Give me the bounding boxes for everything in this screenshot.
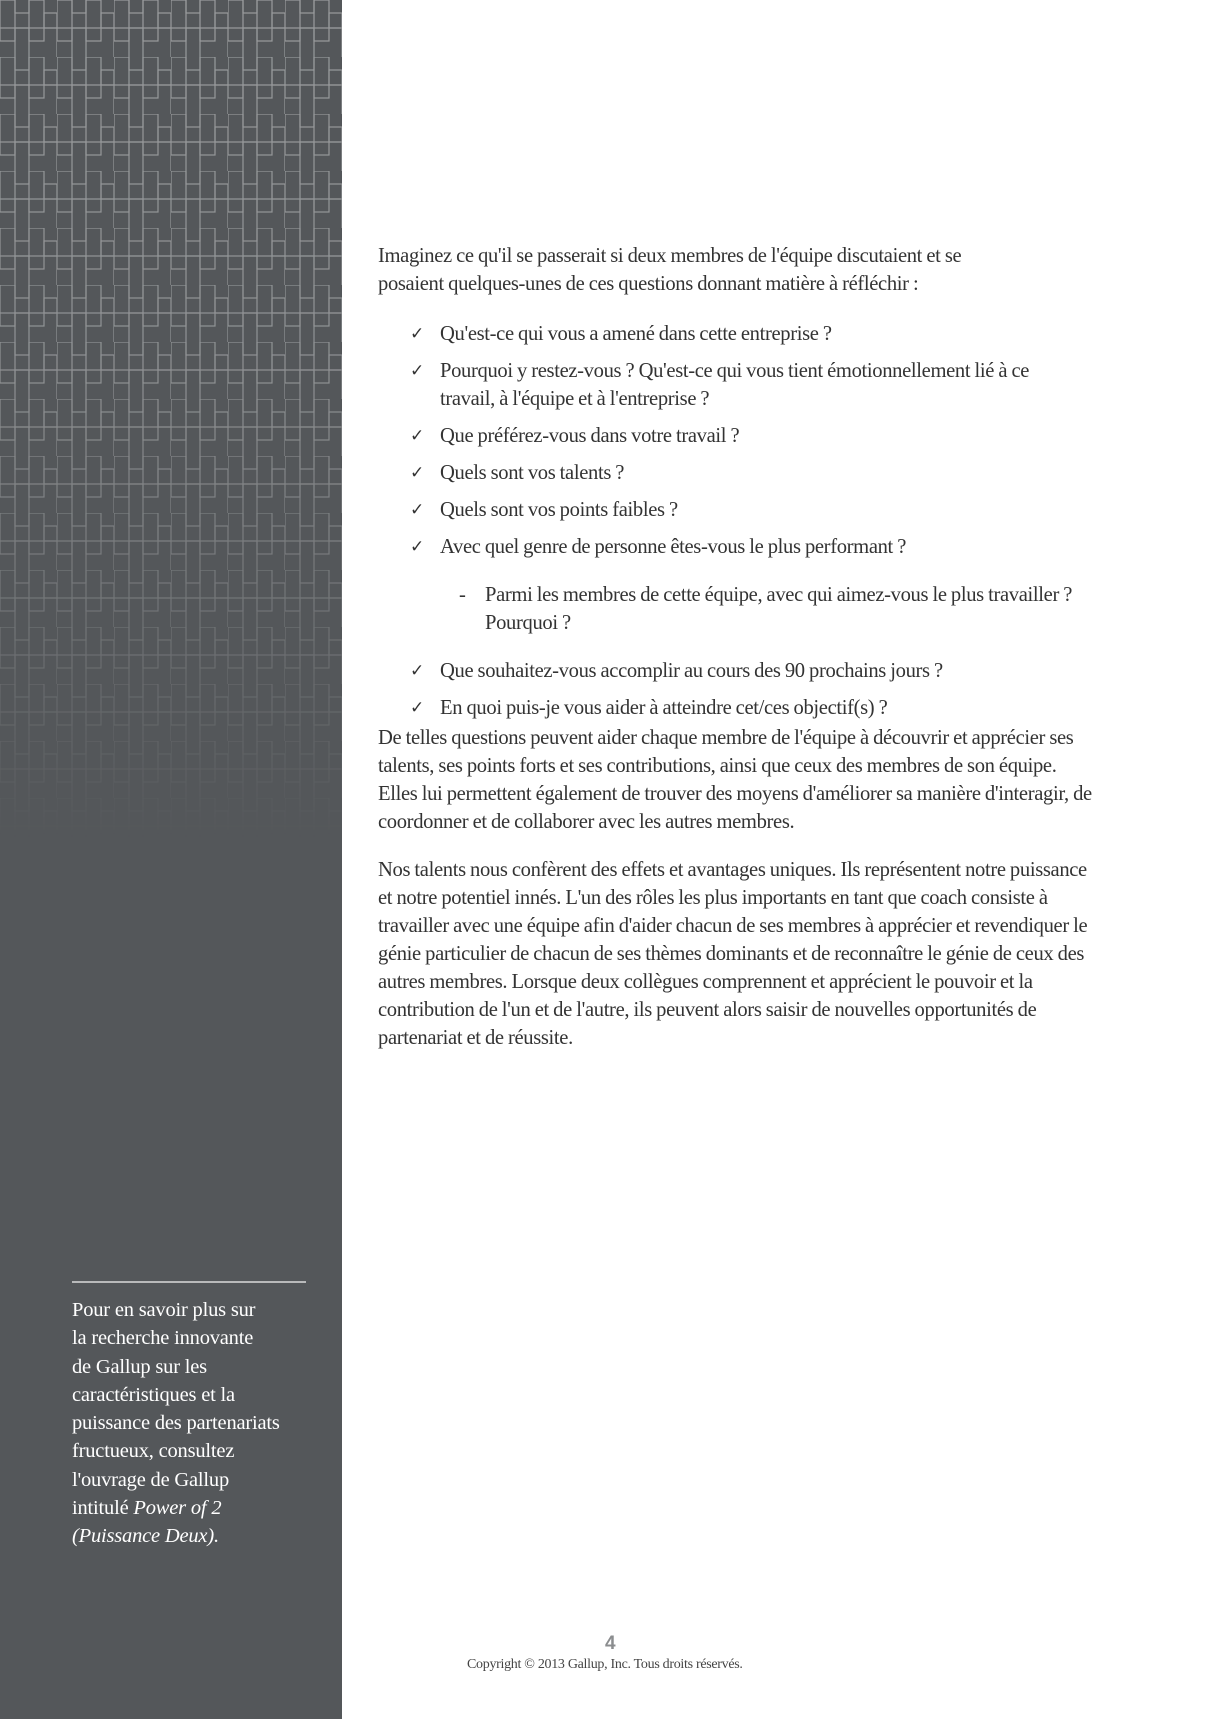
dash-bullet: - [459, 584, 466, 606]
callout-line: puissance des partenariats [72, 1412, 280, 1435]
callout-line: caractéristiques et la [72, 1383, 235, 1406]
question-text: Avec quel genre de personne êtes-vous le plus performant ? [440, 536, 907, 558]
question-text: Quels sont vos points faibles ? [440, 499, 678, 521]
page-number: 4 [605, 1633, 616, 1654]
check-icon: ✓ [410, 426, 424, 446]
callout-line [72, 1522, 322, 1550]
callout-line: la recherche innovante [72, 1327, 254, 1350]
callout-line: de Gallup sur les [72, 1355, 207, 1378]
checklist-item [378, 533, 1060, 561]
book-title-translation: (Puissance Deux). [72, 1525, 219, 1548]
checklist-item [378, 657, 1060, 685]
check-icon: ✓ [410, 661, 424, 681]
checklist-item [378, 357, 1060, 413]
question-text: Que souhaitez-vous accomplir au cours des 90 prochains jours ? [440, 660, 943, 682]
question-text: Qu'est-ce qui vous a amené dans cette entreprise ? [440, 323, 832, 345]
question-text: Pourquoi y restez-vous ? Qu'est-ce qui vous tient émotionnellement lié à ce travail, à l'équipe et à l'entreprise ? [440, 360, 1030, 410]
book-title: Power of 2 [133, 1497, 222, 1520]
check-icon: ✓ [410, 361, 424, 381]
callout-line [72, 1494, 322, 1522]
question-text: En quoi puis-je vous aider à atteindre cet/ces objectif(s) ? [440, 697, 888, 719]
intro-line: posaient quelques-unes de ces questions donnant matière à réfléchir : [378, 273, 919, 295]
question-checklist [378, 320, 1098, 722]
geometric-pattern [0, 0, 342, 840]
question-text: Quels sont vos talents ? [440, 462, 625, 484]
body-paragraph: De telles questions peuvent aider chaque membre de l'équipe à découvrir et apprécier ses talents, ses points forts et ses contributions, ainsi que ceux des membres de son équipe. Elles lui permettent également de trouver des moyens d'améliorer sa manière d'interagir, de coordonner et de collaborer avec les autres membres. [378, 727, 1092, 833]
check-icon: ✓ [410, 698, 424, 718]
check-icon: ✓ [410, 537, 424, 557]
sub-question-item [378, 581, 1095, 637]
sidebar-callout [72, 1296, 322, 1551]
checklist-item [378, 459, 1060, 487]
copyright-notice: Copyright © 2013 Gallup, Inc. Tous droits réservés. [467, 1657, 743, 1672]
callout-line: Pour en savoir plus sur [72, 1299, 256, 1321]
check-icon: ✓ [410, 324, 424, 344]
question-text: Que préférez-vous dans votre travail ? [440, 425, 740, 447]
callout-line: fructueux, consultez [72, 1440, 235, 1463]
intro-line: Imaginez ce qu'il se passerait si deux membres de l'équipe discutaient et se [378, 245, 962, 267]
callout-line: l'ouvrage de Gallup [72, 1468, 230, 1491]
sub-question-text: Parmi les membres de cette équipe, avec qui aimez-vous le plus travailler ? Pourquoi ? [485, 584, 1073, 634]
checklist-item [378, 422, 1060, 450]
intro-paragraph [378, 242, 1098, 298]
callout-prefix: intitulé [72, 1497, 134, 1520]
checklist-item [378, 320, 1060, 348]
sidebar-divider [72, 1281, 306, 1283]
body-paragraph: Nos talents nous confèrent des effets et avantages uniques. Ils représentent notre puissance et notre potentiel innés. L'un des rôles les plus importants en tant que coach consiste à travailler avec une équipe afin d'aider chacun de ses membres à apprécier et revendiquer le génie particulier de chacun de ses thèmes dominants et de reconnaître le génie de ceux des autres membres. Lorsque deux collègues comprennent et apprécient le pouvoir et la contribution de l'un et de l'autre, ils peuvent alors saisir de nouvelles opportunités de partenariat et de réussite. [378, 859, 1088, 1049]
main-content [378, 242, 1098, 1052]
checklist-item [378, 694, 1060, 722]
check-icon: ✓ [410, 463, 424, 483]
check-icon: ✓ [410, 500, 424, 520]
sidebar-panel [0, 0, 342, 1719]
checklist-item [378, 496, 1060, 524]
